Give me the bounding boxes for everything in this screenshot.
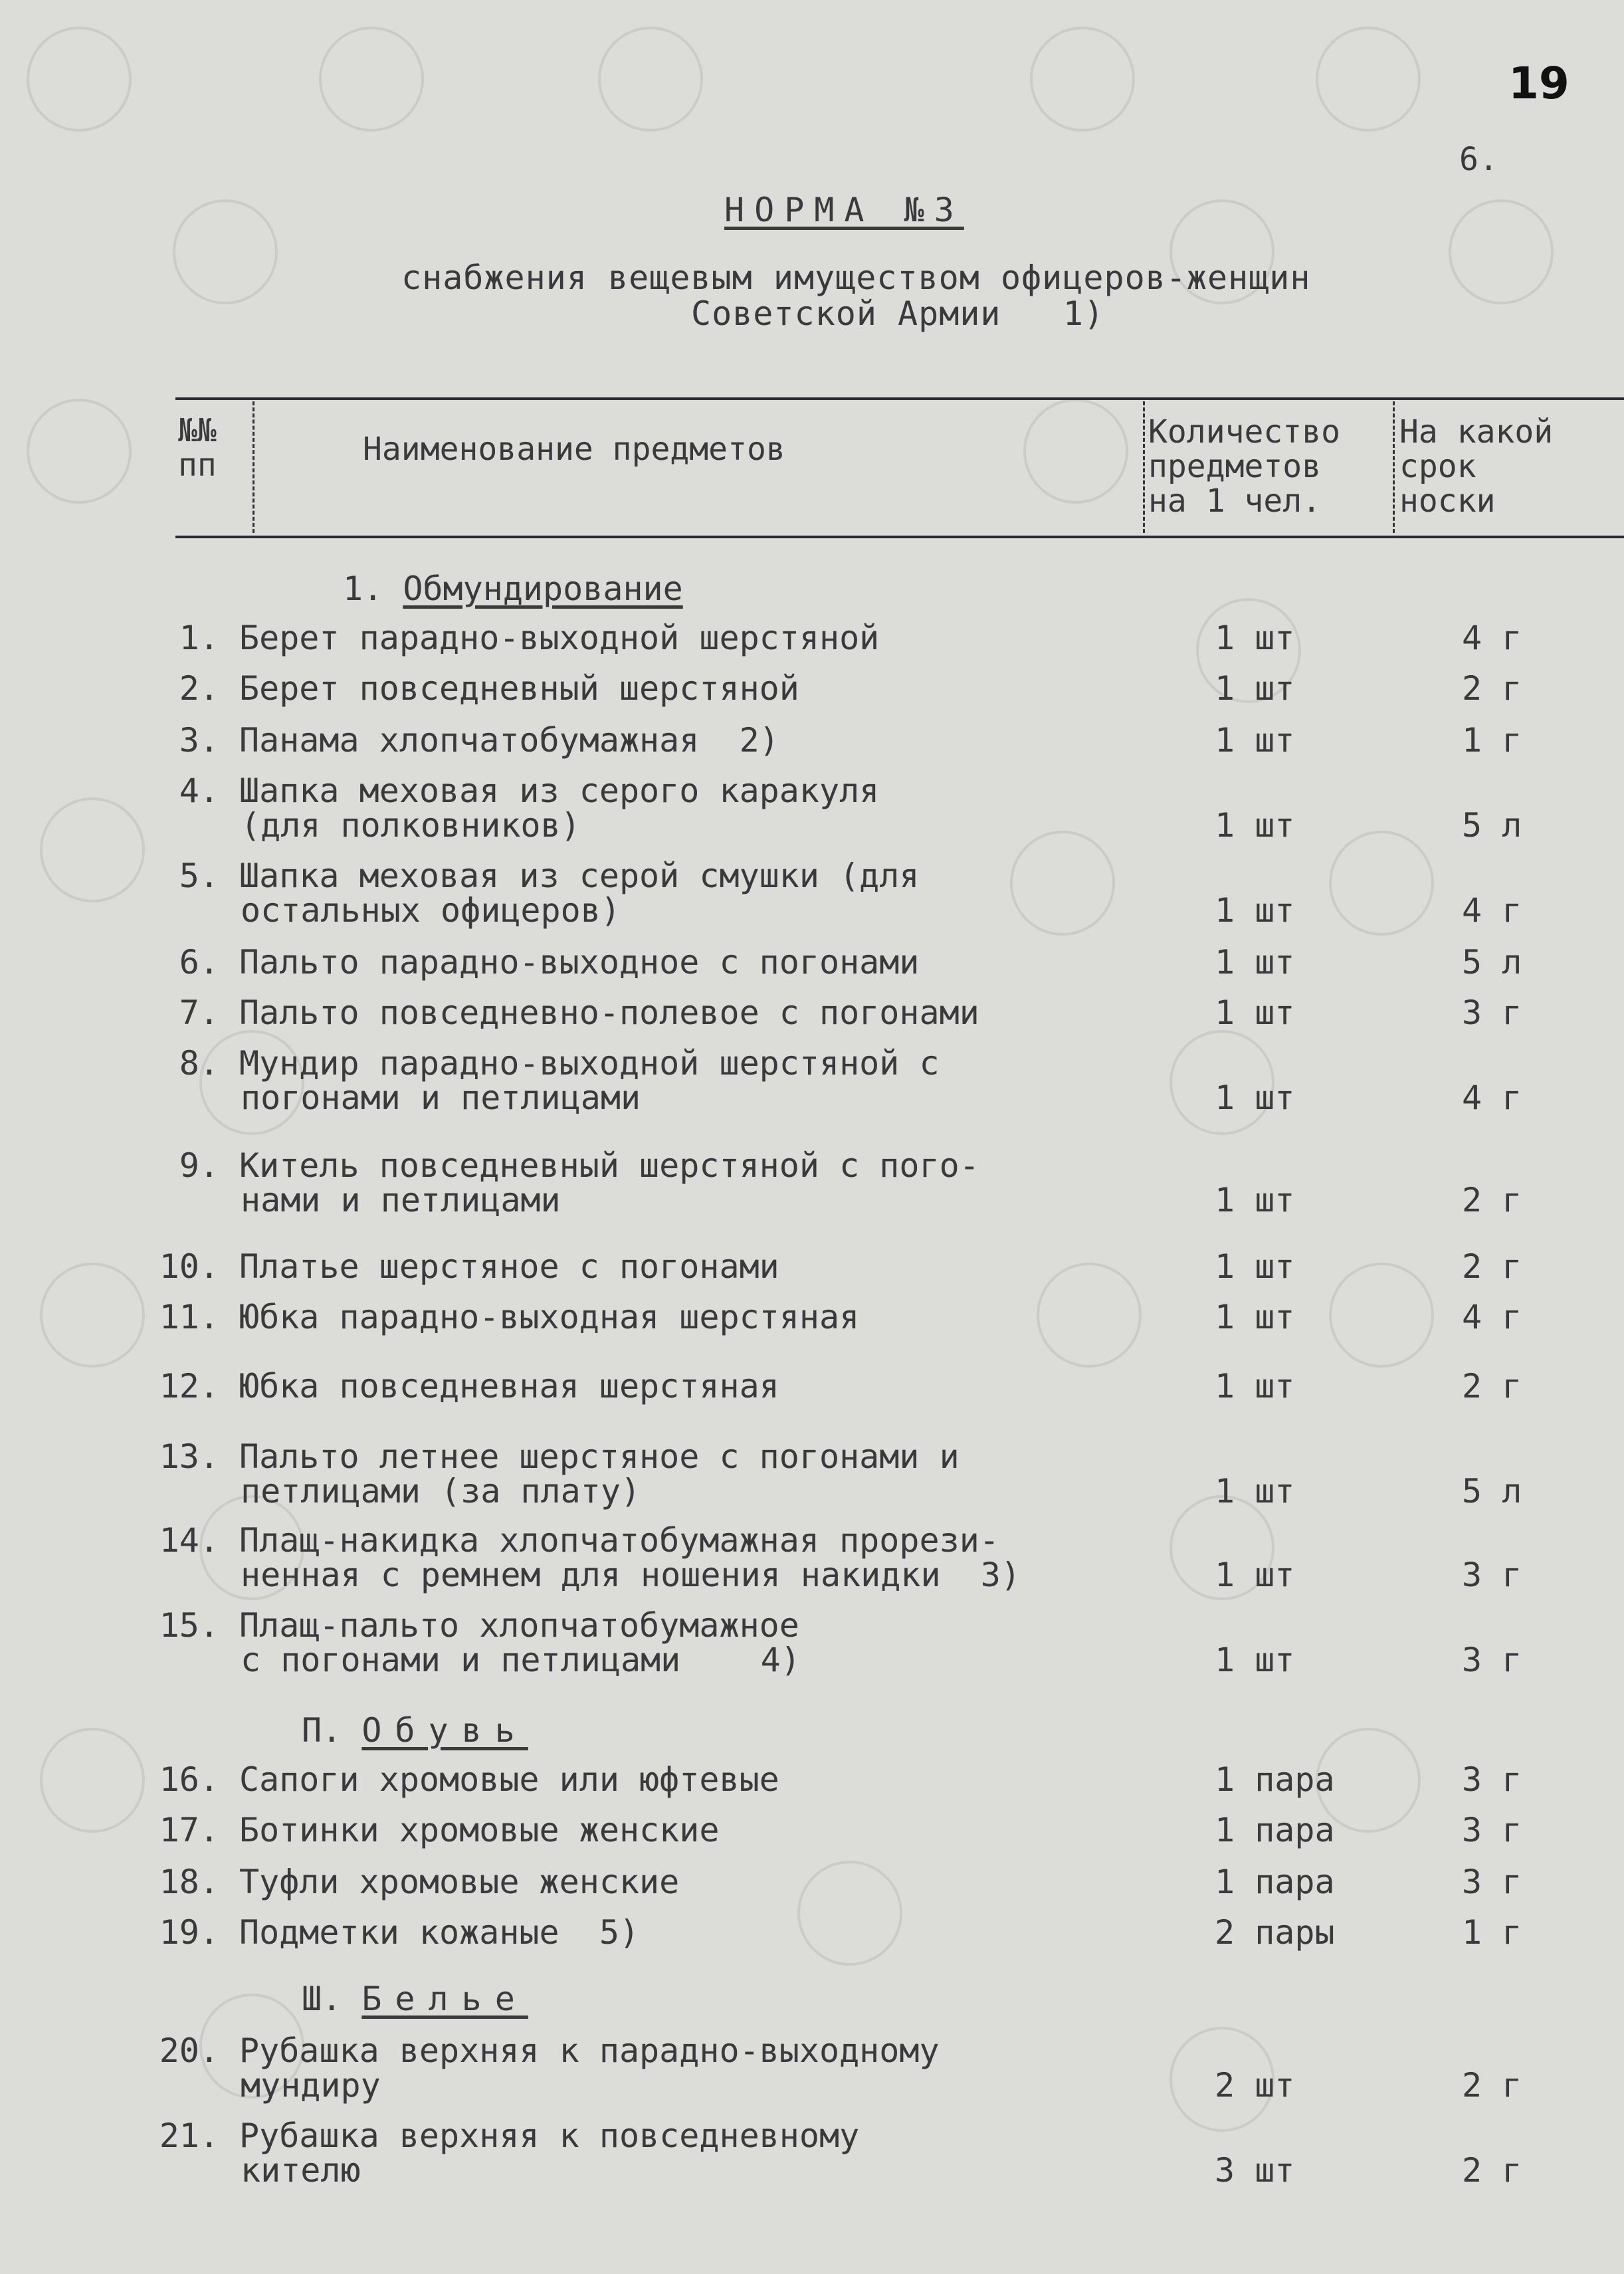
row-number: 14. <box>159 1521 219 1560</box>
item-wear-period: 5 л <box>1462 943 1522 982</box>
row-number: 4. <box>179 772 219 810</box>
item-name: ненная с ремнем для ношения накидки 3) <box>241 1556 1021 1594</box>
item-wear-period: 3 г <box>1462 1811 1522 1849</box>
item-quantity: 1 шт <box>1215 993 1295 1032</box>
item-quantity: 1 шт <box>1215 1181 1295 1219</box>
item-quantity: 1 шт <box>1215 891 1295 930</box>
item-quantity: 1 шт <box>1215 1472 1295 1510</box>
item-wear-period: 3 г <box>1462 1556 1522 1594</box>
column-divider <box>253 401 254 533</box>
item-wear-period: 2 г <box>1462 2151 1522 2190</box>
row-number: 19. <box>159 1913 219 1952</box>
row-number: 7. <box>179 993 219 1032</box>
row-number: 17. <box>159 1811 219 1849</box>
column-header-num: №№ пп <box>178 412 217 484</box>
section-heading: Ш. Белье <box>302 1980 528 2018</box>
item-name: Мундир парадно-выходной шерстяной с <box>239 1044 940 1083</box>
item-name: Ботинки хромовые женские <box>239 1811 720 1849</box>
watermark-emblem <box>1010 831 1115 936</box>
item-quantity: 1 шт <box>1215 1298 1295 1336</box>
item-name: Китель повседневный шерстяной с пого- <box>239 1146 979 1185</box>
item-quantity: 1 шт <box>1215 1641 1295 1679</box>
item-name: Платье шерстяное с погонами <box>239 1247 779 1286</box>
watermark-emblem <box>1449 199 1554 304</box>
watermark-emblem <box>1030 27 1135 132</box>
item-name: нами и петлицами <box>241 1181 561 1219</box>
item-name: кителю <box>241 2151 361 2190</box>
item-name: мундиру <box>241 2066 381 2105</box>
item-name: Пальто летнее шерстяное с погонами и <box>239 1437 960 1476</box>
item-name: Рубашка верхняя к повседневному <box>239 2117 860 2155</box>
item-wear-period: 2 г <box>1462 1367 1522 1405</box>
item-name: погонами и петлицами <box>241 1079 641 1117</box>
row-number: 18. <box>159 1863 219 1901</box>
column-divider <box>1393 401 1395 533</box>
column-header-qty: Количество предметов на 1 чел. <box>1148 413 1340 520</box>
row-number: 6. <box>179 943 219 982</box>
watermark-emblem <box>1037 1263 1142 1368</box>
row-number: 20. <box>159 2031 219 2070</box>
item-wear-period: 4 г <box>1462 619 1522 657</box>
item-name: Рубашка верхняя к парадно-выходному <box>239 2031 940 2070</box>
item-name: Берет парадно-выходной шерстяной <box>239 619 880 657</box>
item-quantity: 3 шт <box>1215 2151 1295 2190</box>
document-subtitle: снабжения вещевым имуществом офицеров-женщин <box>401 258 1311 297</box>
document-subtitle-line2: Советской Армии 1) <box>691 294 1105 333</box>
item-name: Плащ-пальто хлопчатобумажное <box>239 1606 799 1645</box>
item-name: Подметки кожаные 5) <box>239 1913 640 1952</box>
row-number: 16. <box>159 1760 219 1799</box>
item-name: Плащ-накидка хлопчатобумажная прорези- <box>239 1521 999 1560</box>
item-wear-period: 1 г <box>1462 1913 1522 1952</box>
item-name: петлицами (за плату) <box>241 1472 641 1510</box>
row-number: 1. <box>179 619 219 657</box>
table-header-rule <box>175 536 1624 538</box>
item-wear-period: 1 г <box>1462 721 1522 760</box>
watermark-emblem <box>1329 831 1434 936</box>
watermark-emblem <box>40 797 145 902</box>
watermark-emblem <box>27 399 132 504</box>
watermark-emblem <box>598 27 703 132</box>
item-quantity: 1 шт <box>1215 943 1295 982</box>
item-wear-period: 5 л <box>1462 1472 1522 1510</box>
item-wear-period: 3 г <box>1462 1863 1522 1901</box>
row-number: 5. <box>179 857 219 895</box>
item-wear-period: 3 г <box>1462 993 1522 1032</box>
item-name: остальных офицеров) <box>241 891 621 930</box>
watermark-emblem <box>1316 27 1421 132</box>
item-name: Туфли хромовые женские <box>239 1863 680 1901</box>
item-name: с погонами и петлицами 4) <box>241 1641 801 1679</box>
row-number: 9. <box>179 1146 219 1185</box>
item-quantity: 2 пары <box>1215 1913 1335 1952</box>
item-name: Сапоги хромовые или юфтевые <box>239 1760 779 1799</box>
item-name: Шапка меховая из серого каракуля <box>239 772 880 810</box>
item-name: Пальто повседневно-полевое с погонами <box>239 993 979 1032</box>
item-name: Шапка меховая из серой смушки (для <box>239 857 920 895</box>
item-quantity: 1 шт <box>1215 1247 1295 1286</box>
item-wear-period: 2 г <box>1462 1247 1522 1286</box>
item-name: (для полковников) <box>241 806 581 845</box>
item-name: Пальто парадно-выходное с погонами <box>239 943 920 982</box>
sheet-number: 6. <box>1459 141 1499 178</box>
item-name: Панама хлопчатобумажная 2) <box>239 721 779 760</box>
item-quantity: 1 пара <box>1215 1811 1335 1849</box>
item-quantity: 2 шт <box>1215 2066 1295 2105</box>
table-top-rule <box>175 397 1624 400</box>
item-quantity: 1 шт <box>1215 1556 1295 1594</box>
section-heading: 1. Обмундирование <box>343 569 683 608</box>
watermark-emblem <box>40 1728 145 1833</box>
watermark-emblem <box>797 1861 902 1966</box>
item-wear-period: 2 г <box>1462 2066 1522 2105</box>
column-header-term: На какой срок носки <box>1399 413 1554 520</box>
column-header-name: Наименование предметов <box>363 431 785 468</box>
watermark-emblem <box>319 27 424 132</box>
row-number: 21. <box>159 2117 219 2155</box>
item-quantity: 1 шт <box>1215 669 1295 708</box>
page-number: 19 <box>1508 58 1570 109</box>
item-quantity: 1 пара <box>1215 1760 1335 1799</box>
item-wear-period: 4 г <box>1462 1079 1522 1117</box>
item-wear-period: 3 г <box>1462 1760 1522 1799</box>
item-quantity: 1 шт <box>1215 721 1295 760</box>
row-number: 12. <box>159 1367 219 1405</box>
item-wear-period: 2 г <box>1462 1181 1522 1219</box>
item-wear-period: 2 г <box>1462 669 1522 708</box>
row-number: 8. <box>179 1044 219 1083</box>
item-wear-period: 5 л <box>1462 806 1522 845</box>
item-wear-period: 4 г <box>1462 891 1522 930</box>
item-quantity: 1 шт <box>1215 619 1295 657</box>
item-name: Юбка повседневная шерстяная <box>239 1367 779 1405</box>
row-number: 15. <box>159 1606 219 1645</box>
row-number: 3. <box>179 721 219 760</box>
document-title: НОРМА №3 <box>724 191 964 229</box>
item-wear-period: 3 г <box>1462 1641 1522 1679</box>
watermark-emblem <box>1023 399 1128 504</box>
item-name: Берет повседневный шерстяной <box>239 669 799 708</box>
watermark-emblem <box>27 27 132 132</box>
watermark-emblem <box>40 1263 145 1368</box>
section-heading: П. Обувь <box>302 1711 528 1750</box>
item-quantity: 1 шт <box>1215 1367 1295 1405</box>
item-name: Юбка парадно-выходная шерстяная <box>239 1298 860 1336</box>
item-quantity: 1 шт <box>1215 806 1295 845</box>
row-number: 10. <box>159 1247 219 1286</box>
row-number: 2. <box>179 669 219 708</box>
watermark-emblem <box>1329 1263 1434 1368</box>
row-number: 13. <box>159 1437 219 1476</box>
row-number: 11. <box>159 1298 219 1336</box>
item-quantity: 1 пара <box>1215 1863 1335 1901</box>
column-divider <box>1143 401 1145 533</box>
item-quantity: 1 шт <box>1215 1079 1295 1117</box>
item-wear-period: 4 г <box>1462 1298 1522 1336</box>
watermark-emblem <box>173 199 278 304</box>
